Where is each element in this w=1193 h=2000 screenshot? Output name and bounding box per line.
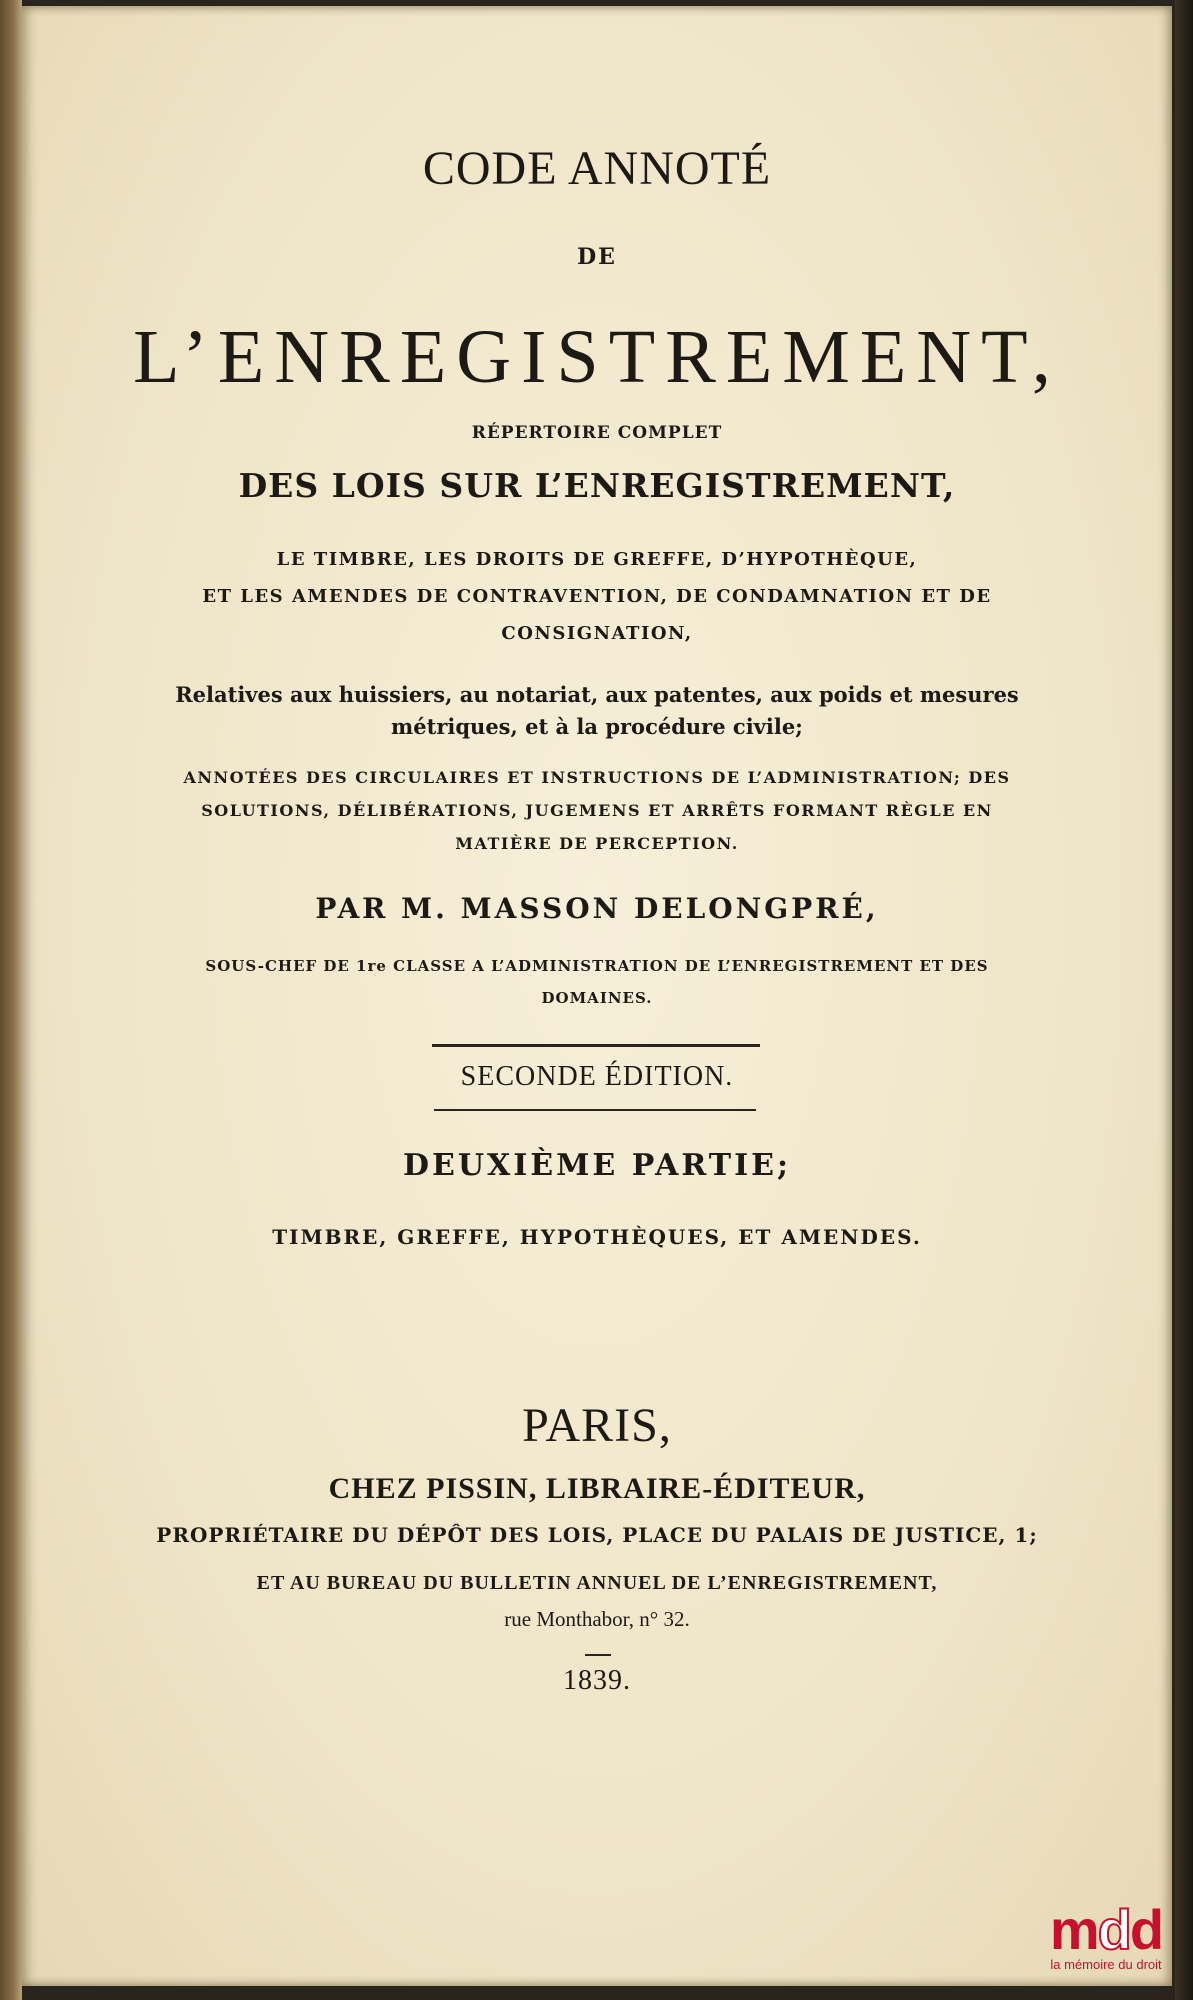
mdd-logo-subtext: la mémoire du droit: [1050, 1957, 1162, 1972]
imprint-proprietaire: PROPRIÉTAIRE DU DÉPÔT DES LOIS, PLACE DU PALAIS DE JUSTICE, 1;: [156, 1523, 1038, 1547]
imprint-city: PARIS,: [522, 1399, 672, 1452]
imprint-address: rue Monthabor, n° 32.: [504, 1607, 690, 1631]
divider-rule: [432, 1044, 760, 1047]
subject-line: ET LES AMENDES DE CONTRAVENTION, DE CONDAMNATION ET DE: [202, 586, 992, 607]
mdd-logo: [1031, 1898, 1181, 1972]
imprint-bureau: ET AU BUREAU DU BULLETIN ANNUEL DE L’ENREGISTREMENT,: [256, 1572, 938, 1594]
des-lois-heading: DES LOIS SUR L’ENREGISTREMENT,: [238, 466, 956, 505]
book-spine-left: [0, 0, 22, 2000]
divider-rule: [434, 1109, 756, 1111]
edition-label: SECONDE ÉDITION.: [460, 1061, 734, 1092]
year-rule: [585, 1654, 611, 1656]
author-title-line: SOUS-CHEF DE 1re CLASSE A L’ADMINISTRATION DE L’ENREGISTREMENT ET DES: [205, 957, 989, 975]
imprint-year: 1839.: [563, 1665, 631, 1696]
main-title: L’ENREGISTREMENT,: [133, 315, 1061, 399]
annotees-line: ANNOTÉES DES CIRCULAIRES ET INSTRUCTIONS DE L’ADMINISTRATION; DES: [183, 768, 1011, 787]
code-annote-heading: CODE ANNOTÉ: [422, 142, 772, 195]
subject-line: CONSIGNATION,: [501, 623, 693, 644]
author-title-line: DOMAINES.: [541, 989, 653, 1007]
annotees-line: SOLUTIONS, DÉLIBÉRATIONS, JUGEMENS ET ARRÊTS FORMANT RÈGLE EN: [201, 801, 993, 820]
annotees-line: MATIÈRE DE PERCEPTION.: [455, 834, 739, 853]
relatives-line: Relatives aux huissiers, au notariat, aux patentes, aux poids et mesures: [175, 682, 1019, 707]
part-subtitle: TIMBRE, GREFFE, HYPOTHÈQUES, ET AMENDES.: [272, 1225, 922, 1249]
book-edge-right: [1175, 0, 1193, 2000]
mdd-logo-mark: mdd: [1049, 1898, 1163, 1961]
author-name: PAR M. MASSON DELONGPRÉ,: [315, 892, 879, 925]
title-page: [22, 6, 1172, 1986]
repertoire-line: RÉPERTOIRE COMPLET: [471, 423, 723, 443]
relatives-line: métriques, et à la procédure civile;: [391, 714, 803, 739]
de-connector: DE: [577, 244, 617, 270]
subject-line: LE TIMBRE, LES DROITS DE GREFFE, D’HYPOTHÈQUE,: [276, 549, 918, 570]
part-heading: DEUXIÈME PARTIE;: [402, 1148, 792, 1183]
imprint-publisher: CHEZ PISSIN, LIBRAIRE-ÉDITEUR,: [328, 1472, 866, 1505]
